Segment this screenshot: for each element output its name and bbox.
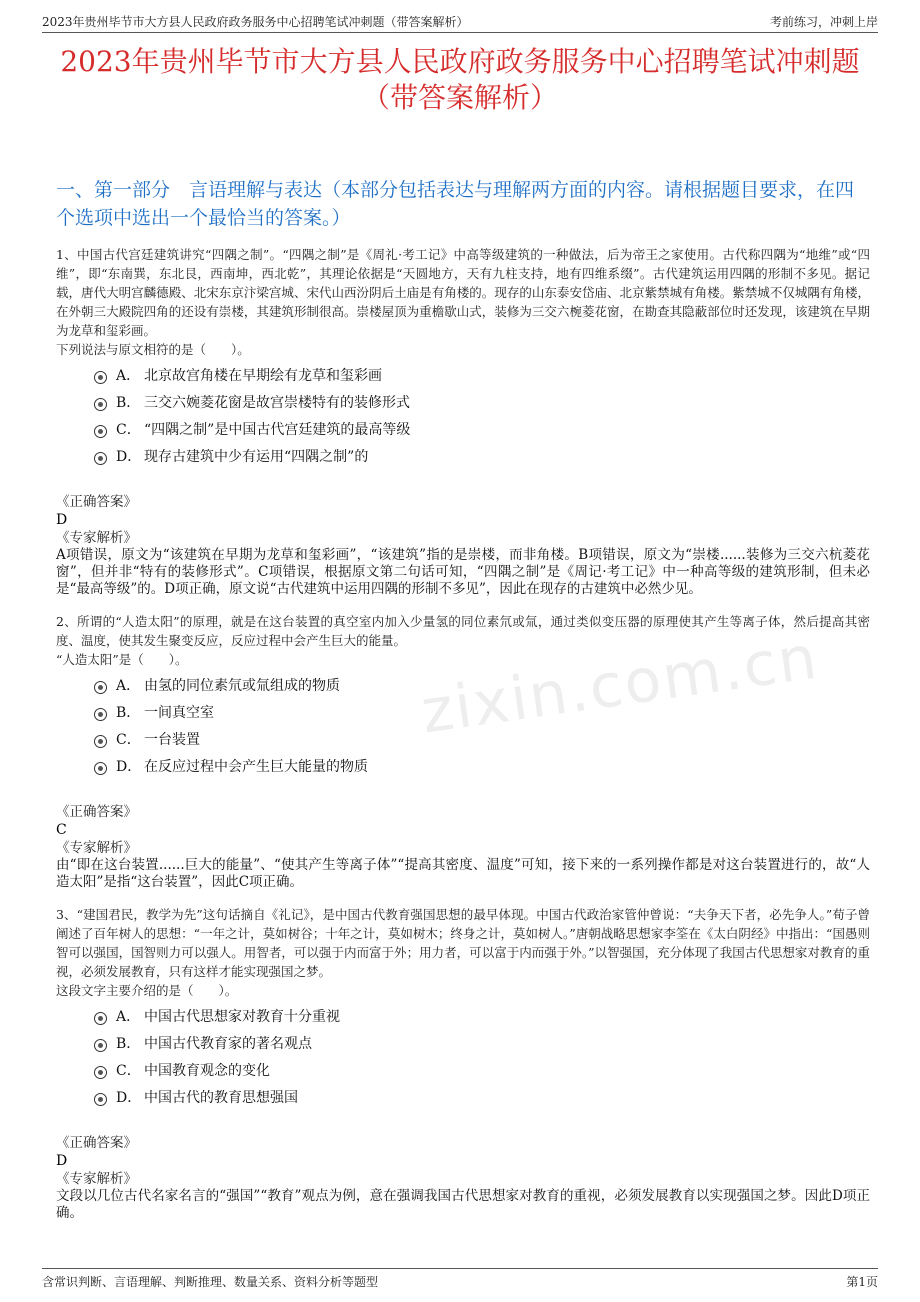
option-text: 由氢的同位素氘或氚组成的物质 [144,678,340,694]
analysis-label: 《专家解析》 [56,840,137,856]
page-footer [42,1268,878,1293]
header-slogan: 考前练习，冲刺上岸 [769,15,878,29]
option-key: A． [116,678,141,694]
questions-container [56,245,870,1222]
answer-label: 《正确答案》 [56,1135,137,1151]
option-d[interactable] [56,446,870,473]
option-text: 一间真空室 [144,705,214,721]
analysis-text: A项错误，原文为“该建筑在早期为龙草和玺彩画”，“该建筑”指的是崇楼，而非角楼。B项错误，原文为“崇楼......装修为三交六杭菱花窗”，但并非“特有的装修形式”。C项错误，根据原文第二句话可知，“四隅之制”是《周记·考工记》中一种高等级的建筑形制，但未必是“最高等级”的。D项正确，原文说“古代建筑中运用四隅的形制不多见”，因此在现存的古建筑中必然少见。 [56,547,870,597]
question-stem: 1、中国古代宫廷建筑讲究“四隅之制”。“四隅之制”是《周礼·考工记》中高等级建筑的一种做法，后为帝王之家使用。古代称四隅为“地维”或“四维”，即“东南巽，东北艮，西南坤，西北乾”，其理论依据是“天圆地方，天有九柱支持，地有四维系缀”。古代建筑运用四隅的形制不多见。据记载，唐代大明宫麟德殿、北宋东京汴梁宫城、宋代山西汾阴后土庙是有角楼的。现存的山东泰安岱庙、北京紫禁城有角楼。紫禁城不仅城隅有角楼，在外朝三大殿院四角的还设有崇楼，其建筑形制很高。崇楼屋顶为重檐歇山式，装修为三交六椀菱花窗，在勘查其隐蔽部位时还发现，该建筑在早期为龙草和玺彩画。 [56,247,870,338]
option-key: A． [116,1009,141,1025]
question-stem: 2、所谓的“人造太阳”的原理，就是在这台装置的真空室内加入少量氢的同位素氘或氚，通过类似变压器的原理使其产生等离子体，然后提高其密度、温度，使其发生聚变反应，反应过程中会产生巨大的能量。 [56,614,870,648]
option-text: 在反应过程中会产生巨大能量的物质 [144,759,368,775]
option-a[interactable] [56,365,870,392]
option-key: B． [116,1036,141,1052]
question-prompt: 这段文字主要介绍的是（ ）。 [56,983,238,998]
question-3 [56,905,870,1222]
option-a[interactable] [56,675,870,702]
option-c[interactable] [56,1060,870,1087]
option-text: 中国古代教育家的著名观点 [144,1036,312,1052]
analysis-label: 《专家解析》 [56,1171,137,1187]
option-c[interactable] [56,419,870,446]
page-header [42,10,878,33]
option-text: 一台装置 [144,732,200,748]
answer-value: C [56,822,67,838]
document-title: 2023年贵州毕节市大方县人民政府政务服务中心招聘笔试冲刺题（带答案解析） [60,45,860,114]
option-key: C． [116,732,141,748]
radio-icon[interactable] [94,1012,107,1025]
page-number: 第1页 [846,1275,878,1289]
radio-icon[interactable] [94,1039,107,1052]
radio-icon[interactable] [94,708,107,721]
option-c[interactable] [56,729,870,756]
answer-label: 《正确答案》 [56,804,137,820]
option-list [56,1006,870,1114]
footer-note: 含常识判断、言语理解、判断推理、数量关系、资料分析等题型 [42,1275,379,1289]
option-list [56,365,870,473]
answer-value: D [56,1153,68,1169]
option-key: C． [116,1063,141,1079]
option-text: “四隅之制”是中国古代宫廷建筑的最高等级 [144,422,411,438]
option-b[interactable] [56,702,870,729]
analysis-label: 《专家解析》 [56,530,137,546]
option-key: B． [116,705,141,721]
analysis-text: 由“即在这台装置......巨大的能量”、“使其产生等离子体”“提高其密度、温度”可知，接下来的一系列操作都是对这台装置进行的，故“人造太阳”是指“这台装置”，因此C项正确。 [56,857,870,890]
option-key: D． [116,1090,142,1106]
option-text: 北京故宫角楼在早期绘有龙草和玺彩画 [144,368,382,384]
option-text: 现存古建筑中少有运用“四隅之制”的 [144,449,369,465]
option-text: 中国古代思想家对教育十分重视 [144,1009,340,1025]
option-key: C． [116,422,141,438]
question-2 [56,612,870,891]
option-text: 中国古代的教育思想强国 [144,1090,298,1106]
option-key: B． [116,395,141,411]
option-b[interactable] [56,392,870,419]
question-prompt: “人造太阳”是（ ）。 [56,652,188,667]
radio-icon[interactable] [94,735,107,748]
option-text: 中国教育观念的变化 [144,1063,270,1079]
radio-icon[interactable] [94,371,107,384]
radio-icon[interactable] [94,762,107,775]
answer-label: 《正确答案》 [56,494,137,510]
section-heading: 一、第一部分 言语理解与表达（本部分包括表达与理解两方面的内容。请根据题目要求，在四个选项中选出一个最恰当的答案。） [56,179,855,229]
answer-value: D [56,512,68,528]
question-1 [56,245,870,598]
radio-icon[interactable] [94,1093,107,1106]
radio-icon[interactable] [94,452,107,465]
option-a[interactable] [56,1006,870,1033]
header-doc-title: 2023年贵州毕节市大方县人民政府政务服务中心招聘笔试冲刺题（带答案解析） [42,15,469,29]
option-list [56,675,870,783]
radio-icon[interactable] [94,398,107,411]
radio-icon[interactable] [94,425,107,438]
question-stem: 3、“建国君民，教学为先”这句话摘自《礼记》，是中国古代教育强国思想的最早体现。中国古代政治家管仲曾说：“夫争天下者，必先争人。”荀子曾阐述了百年树人的思想：“一年之计，莫如树谷；十年之计，莫如树木；终身之计，莫如树人。”唐朝战略思想家李筌在《太白阴经》中指出：“国愚则智可以强国，国智则力可以强人。用智者，可以强于内而富于外；用力者，可以富于内而强于外。”以智强国，充分体现了我国古代思想家对教育的重视，必须发展教育，只有这样才能实现强国之梦。 [56,907,870,979]
option-key: A． [116,368,141,384]
option-key: D． [116,759,142,775]
watermark: zixin.com.cn [417,622,823,748]
question-prompt: 下列说法与原文相符的是（ ）。 [56,342,250,357]
option-d[interactable] [56,756,870,783]
radio-icon[interactable] [94,681,107,694]
analysis-text: 文段以几位古代名家名言的“强国”“教育”观点为例，意在强调我国古代思想家对教育的重视，必须发展教育以实现强国之梦。因此D项正确。 [56,1188,870,1221]
option-b[interactable] [56,1033,870,1060]
option-text: 三交六婉菱花窗是故宫崇楼特有的装修形式 [144,395,410,411]
option-d[interactable] [56,1087,870,1114]
option-key: D． [116,449,142,465]
radio-icon[interactable] [94,1066,107,1079]
